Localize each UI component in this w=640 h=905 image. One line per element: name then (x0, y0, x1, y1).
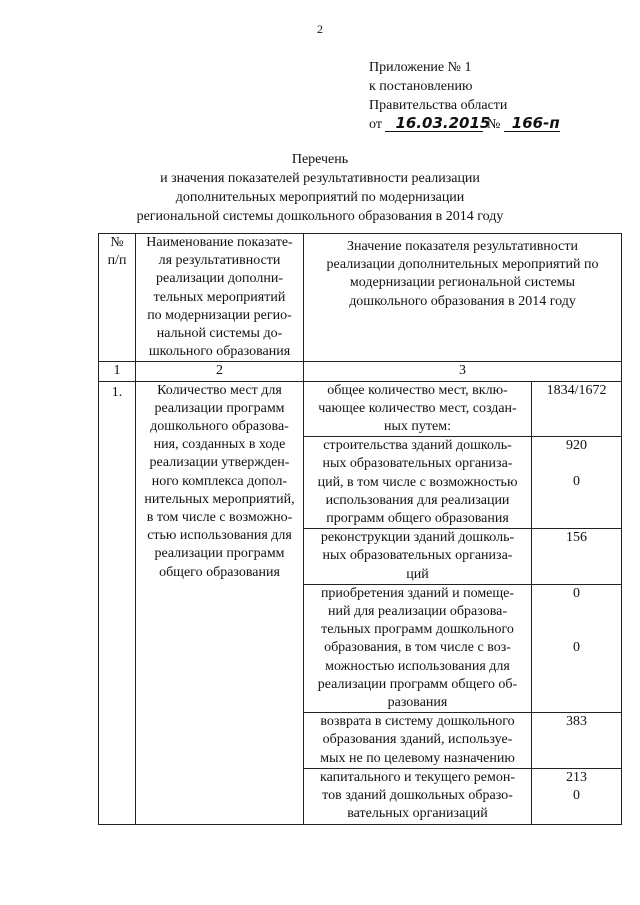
subrow-value: 920 0 (532, 437, 622, 529)
table-header-row (99, 234, 622, 362)
header-col-name: Наименование показате- ля результативности реализации дополни- тельных мероприятий по модернизации регио- нальной системы до- школьного образования (136, 234, 304, 362)
appendix-line-2: к постановлению (369, 79, 473, 94)
subrow-value: 0 0 (532, 584, 622, 712)
column-number: 2 (136, 362, 304, 381)
subrow-value: 156 (532, 529, 622, 585)
column-number: 1 (99, 362, 136, 381)
number-prefix: № (486, 117, 501, 132)
page-number: 2 (317, 22, 323, 36)
appendix-line-3: Правительства области (369, 98, 508, 113)
subrow-description: реконструкции зданий дошколь- ных образовательных организа- ций (304, 529, 532, 585)
document-title (100, 150, 540, 226)
title-line-3: дополнительных мероприятий по модернизации (175, 190, 465, 205)
row-number: 1. (99, 381, 136, 824)
subrow-value: 383 (532, 713, 622, 769)
appendix-block (369, 58, 619, 134)
subrow-description: возврата в систему дошкольного образования зданий, используе- мых не по целевому назначению (304, 713, 532, 769)
column-number: 3 (304, 362, 622, 381)
handwritten-date: 16.03.2015 (385, 116, 483, 132)
subrow-value: 213 0 (532, 768, 622, 824)
handwritten-number: 166-п (504, 116, 560, 132)
column-number-row (99, 362, 622, 381)
subrow-description: капитального и текущего ремон- тов зданий дошкольных образо- вательных организаций (304, 768, 532, 824)
appendix-date-line (369, 115, 619, 134)
title-line-4: региональной системы дошкольного образования в 2014 году (136, 209, 504, 224)
table-row (99, 381, 622, 437)
header-col-value: Значение показателя результативности реализации дополнительных мероприятий по модернизации региональной системы дошкольного образования в 2014 году (304, 234, 622, 362)
subrow-value: 1834/1672 (532, 381, 622, 437)
appendix-line-1: Приложение № 1 (369, 60, 472, 75)
header-col-number: № п/п (99, 234, 136, 362)
subrow-description: приобретения зданий и помеще- ний для реализации образова- тельных программ дошкольного образования, в том числе с воз- можностью использования для реализации программ общего об- разования (304, 584, 532, 712)
date-prefix: от (369, 117, 382, 132)
title-line-1: Перечень (291, 152, 349, 167)
indicators-table (98, 233, 622, 825)
subrow-description: строительства зданий дошколь- ных образовательных организа- ций, в том числе с возможностью использования для реализации программ общего образования (304, 437, 532, 529)
subrow-description: общее количество мест, вклю- чающее количество мест, создан- ных путем: (304, 381, 532, 437)
title-line-2: и значения показателей результативности реализации (160, 171, 480, 186)
indicator-name: Количество мест для реализации программ дошкольного образова- ния, созданных в ходе реализации утвержден- ного комплекса допол- нительных мероприятий, в том числе с возможно- стью использования для реализации программ общего образования (136, 381, 304, 824)
